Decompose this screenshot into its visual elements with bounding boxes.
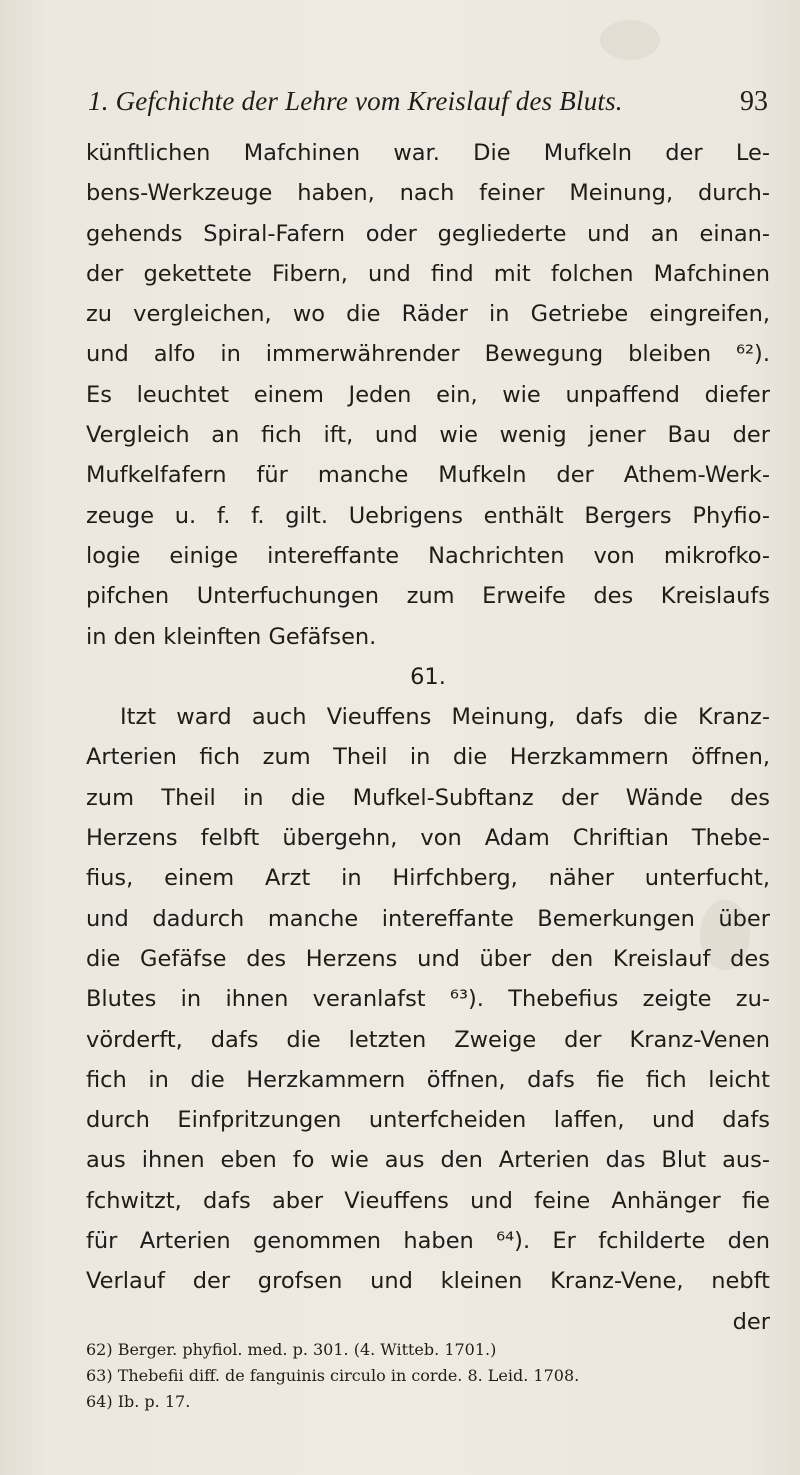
text-line: Blutes in ihnen veranlafst ⁶³). Thebefius zeigte zu- — [86, 986, 770, 1013]
text-line: bens-Werkzeuge haben, nach feiner Meinung, durch- — [86, 180, 770, 207]
text-line: Es leuchtet einem Jeden ein, wie unpaffend diefer — [86, 381, 770, 408]
text-line: vörderft, dafs die letzten Zweige der Kranz-Venen — [86, 1026, 770, 1053]
body-text — [86, 133, 770, 1342]
text-line: die Gefäfse des Herzens und über den Kreislauf des — [86, 945, 770, 972]
text-line: fich in die Herzkammern öffnen, dafs fie fich leicht — [86, 1066, 770, 1093]
text-line: durch Einfpritzungen unterfcheiden laffen, und dafs — [86, 1107, 770, 1134]
text-line: zu vergleichen, wo die Räder in Getriebe eingreifen, — [86, 301, 770, 328]
footnote: 64) Ib. p. 17. — [86, 1392, 191, 1411]
catchword: der — [732, 1308, 770, 1335]
text-line: künftlichen Mafchinen war. Die Mufkeln der Le- — [86, 140, 770, 166]
footnote: 62) Berger. phyfiol. med. p. 301. (4. Witteb. 1701.) — [86, 1340, 497, 1359]
text-line: gehends Spiral-Fafern oder gegliederte und an einan- — [86, 220, 770, 247]
footnote: 63) Thebefii diff. de fanguinis circulo in corde. 8. Leid. 1708. — [86, 1366, 580, 1385]
text-line: Herzens felbft übergehn, von Adam Chriftian Thebe- — [86, 825, 770, 852]
text-line: fius, einem Arzt in Hirfchberg, näher unterfucht, — [86, 865, 770, 892]
text-line: Verlauf der grofsen und kleinen Kranz-Vene, nebft — [86, 1268, 770, 1295]
page-number: 93 — [740, 86, 768, 117]
text-line: der gekettete Fibern, und find mit folchen Mafchinen — [86, 260, 770, 287]
text-line: Itzt ward auch Vieuffens Meinung, dafs die Kranz- — [120, 704, 770, 731]
running-title: 1. Gefchichte der Lehre vom Kreislauf des Bluts. — [88, 86, 623, 116]
text-line: in den kleinften Gefäfsen. — [86, 623, 377, 650]
section-number: 61. — [410, 663, 446, 690]
text-line: pifchen Unterfuchungen zum Erweife des Kreislaufs — [86, 583, 770, 610]
text-line: zum Theil in die Mufkel-Subftanz der Wände des — [86, 784, 770, 811]
footnotes — [86, 1337, 770, 1415]
text-line: aus ihnen eben fo wie aus den Arterien das Blut aus- — [86, 1147, 770, 1174]
text-line: zeuge u. f. f. gilt. Uebrigens enthält Bergers Phyfio- — [86, 502, 770, 529]
paper-stain — [600, 20, 660, 60]
text-line: fchwitzt, dafs aber Vieuffens und feine Anhänger fie — [86, 1187, 770, 1214]
text-line: und alfo in immerwährender Bewegung bleiben ⁶²). — [86, 341, 770, 368]
text-line: Mufkelfafern für manche Mufkeln der Athem-Werk- — [86, 462, 770, 489]
text-line: für Arterien genommen haben ⁶⁴). Er fchilderte den — [86, 1228, 770, 1255]
text-line: und dadurch manche intereffante Bemerkungen über — [86, 905, 770, 932]
text-line: Vergleich an fich ift, und wie wenig jener Bau der — [86, 422, 770, 449]
text-line: logie einige intereffante Nachrichten von mikrofko- — [86, 542, 770, 569]
text-line: Arterien fich zum Theil in die Herzkammern öffnen, — [86, 744, 770, 771]
running-header — [78, 86, 768, 126]
